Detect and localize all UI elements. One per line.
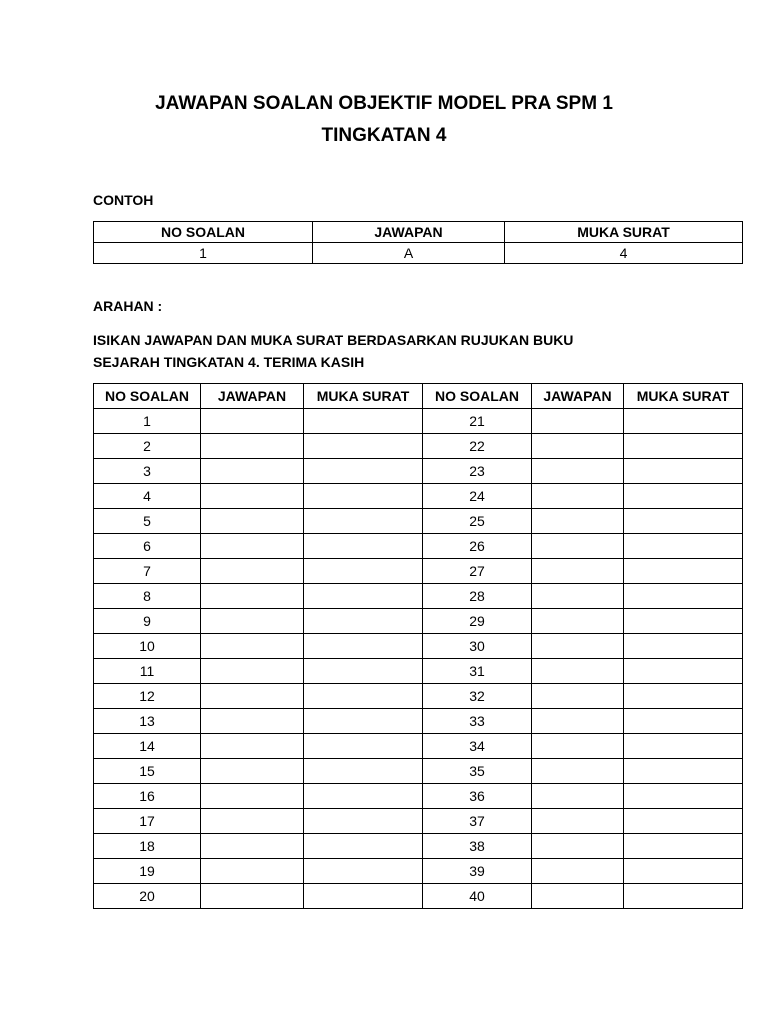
page-number-cell[interactable] (304, 634, 423, 659)
example-header-no-soalan: NO SOALAN (94, 222, 313, 243)
answer-cell[interactable] (201, 634, 304, 659)
answer-cell[interactable] (532, 834, 624, 859)
page-number-cell[interactable] (624, 459, 743, 484)
example-jawapan: A (313, 243, 505, 264)
answer-table (93, 383, 743, 909)
answer-cell[interactable] (532, 534, 624, 559)
answer-cell[interactable] (532, 609, 624, 634)
answer-cell[interactable] (201, 684, 304, 709)
table-row (94, 434, 743, 459)
question-number: 24 (423, 484, 532, 509)
page-number-cell[interactable] (624, 784, 743, 809)
question-number: 9 (94, 609, 201, 634)
question-number: 11 (94, 659, 201, 684)
header-no-soalan-left: NO SOALAN (94, 384, 201, 409)
table-row (94, 734, 743, 759)
example-header-row (94, 222, 743, 243)
question-number: 14 (94, 734, 201, 759)
page-number-cell[interactable] (304, 484, 423, 509)
question-number: 32 (423, 684, 532, 709)
question-number: 18 (94, 834, 201, 859)
answer-cell[interactable] (532, 859, 624, 884)
page-title: JAWAPAN SOALAN OBJEKTIF MODEL PRA SPM 1 (155, 93, 613, 114)
table-row (94, 884, 743, 909)
table-row (94, 859, 743, 884)
answer-cell[interactable] (532, 759, 624, 784)
question-number: 8 (94, 584, 201, 609)
table-row (94, 609, 743, 634)
question-number: 7 (94, 559, 201, 584)
table-row (94, 459, 743, 484)
answer-cell[interactable] (201, 834, 304, 859)
answer-cell[interactable] (532, 659, 624, 684)
header-muka-surat-right: MUKA SURAT (624, 384, 743, 409)
table-row (94, 634, 743, 659)
page-number-cell[interactable] (624, 809, 743, 834)
table-row (94, 759, 743, 784)
page-number-cell[interactable] (624, 484, 743, 509)
header-jawapan-left: JAWAPAN (201, 384, 304, 409)
answer-cell[interactable] (201, 584, 304, 609)
answer-cell[interactable] (532, 734, 624, 759)
page-number-cell[interactable] (624, 409, 743, 434)
example-row (94, 243, 743, 264)
answer-cell[interactable] (201, 659, 304, 684)
question-number: 34 (423, 734, 532, 759)
question-number: 21 (423, 409, 532, 434)
question-number: 3 (94, 459, 201, 484)
header-no-soalan-right: NO SOALAN (423, 384, 532, 409)
answer-cell[interactable] (532, 809, 624, 834)
page-number-cell[interactable] (304, 459, 423, 484)
table-row (94, 534, 743, 559)
example-no-soalan: 1 (94, 243, 313, 264)
answer-cell[interactable] (201, 859, 304, 884)
question-number: 26 (423, 534, 532, 559)
table-row (94, 559, 743, 584)
answer-cell[interactable] (201, 509, 304, 534)
page-number-cell[interactable] (304, 409, 423, 434)
question-number: 4 (94, 484, 201, 509)
answer-cell[interactable] (201, 609, 304, 634)
page-number-cell[interactable] (624, 634, 743, 659)
answer-cell[interactable] (201, 709, 304, 734)
table-row (94, 509, 743, 534)
answer-cell[interactable] (532, 784, 624, 809)
page-number-cell[interactable] (624, 609, 743, 634)
question-number: 15 (94, 759, 201, 784)
question-number: 33 (423, 709, 532, 734)
page-subtitle: TINGKATAN 4 (321, 125, 447, 146)
answer-cell[interactable] (532, 459, 624, 484)
question-number: 36 (423, 784, 532, 809)
answer-cell[interactable] (532, 584, 624, 609)
question-number: 6 (94, 534, 201, 559)
answer-cell[interactable] (532, 409, 624, 434)
page-number-cell[interactable] (304, 684, 423, 709)
answer-cell[interactable] (201, 759, 304, 784)
answer-cell[interactable] (201, 534, 304, 559)
page-number-cell[interactable] (624, 559, 743, 584)
answer-cell[interactable] (201, 409, 304, 434)
header-jawapan-right: JAWAPAN (532, 384, 624, 409)
page-number-cell[interactable] (304, 859, 423, 884)
page-number-cell[interactable] (304, 784, 423, 809)
answer-cell[interactable] (201, 784, 304, 809)
question-number: 38 (423, 834, 532, 859)
answer-cell[interactable] (532, 884, 624, 909)
page-number-cell[interactable] (304, 834, 423, 859)
table-row (94, 834, 743, 859)
page-number-cell[interactable] (304, 559, 423, 584)
page-number-cell[interactable] (304, 509, 423, 534)
question-number: 5 (94, 509, 201, 534)
question-number: 37 (423, 809, 532, 834)
instructions-label: ARAHAN : (93, 298, 163, 314)
instructions-line-1: ISIKAN JAWAPAN DAN MUKA SURAT BERDASARKAN RUJUKAN BUKU (93, 332, 574, 348)
answer-cell[interactable] (532, 434, 624, 459)
example-muka-surat: 4 (505, 243, 743, 264)
question-number: 1 (94, 409, 201, 434)
page-number-cell[interactable] (624, 509, 743, 534)
table-row (94, 809, 743, 834)
question-number: 23 (423, 459, 532, 484)
table-row (94, 484, 743, 509)
page-number-cell[interactable] (624, 834, 743, 859)
page-number-cell[interactable] (624, 434, 743, 459)
page-number-cell[interactable] (304, 759, 423, 784)
question-number: 2 (94, 434, 201, 459)
example-header-muka-surat: MUKA SURAT (505, 222, 743, 243)
page-number-cell[interactable] (624, 534, 743, 559)
page-number-cell[interactable] (624, 734, 743, 759)
question-number: 25 (423, 509, 532, 534)
page-number-cell[interactable] (624, 684, 743, 709)
page-number-cell[interactable] (624, 859, 743, 884)
answer-cell[interactable] (532, 709, 624, 734)
question-number: 19 (94, 859, 201, 884)
question-number: 20 (94, 884, 201, 909)
page-number-cell[interactable] (624, 884, 743, 909)
table-row (94, 684, 743, 709)
page-number-cell[interactable] (304, 734, 423, 759)
header-muka-surat-left: MUKA SURAT (304, 384, 423, 409)
table-row (94, 409, 743, 434)
page-number-cell[interactable] (624, 759, 743, 784)
example-label: CONTOH (93, 192, 154, 208)
answer-cell[interactable] (201, 434, 304, 459)
example-table (93, 221, 743, 264)
page-number-cell[interactable] (624, 709, 743, 734)
table-row (94, 584, 743, 609)
table-row (94, 659, 743, 684)
answer-cell[interactable] (201, 809, 304, 834)
table-row (94, 709, 743, 734)
question-number: 10 (94, 634, 201, 659)
question-number: 35 (423, 759, 532, 784)
table-row (94, 784, 743, 809)
question-number: 31 (423, 659, 532, 684)
question-number: 30 (423, 634, 532, 659)
page-number-cell[interactable] (304, 709, 423, 734)
page-number-cell[interactable] (304, 584, 423, 609)
page-number-cell[interactable] (304, 434, 423, 459)
question-number: 27 (423, 559, 532, 584)
question-number: 17 (94, 809, 201, 834)
question-number: 40 (423, 884, 532, 909)
answer-cell[interactable] (201, 559, 304, 584)
question-number: 39 (423, 859, 532, 884)
page-number-cell[interactable] (304, 534, 423, 559)
answer-cell[interactable] (201, 734, 304, 759)
instructions-line-2: SEJARAH TINGKATAN 4. TERIMA KASIH (93, 354, 365, 370)
question-number: 16 (94, 784, 201, 809)
answer-cell[interactable] (201, 884, 304, 909)
answer-table-body (94, 409, 743, 909)
page-number-cell[interactable] (624, 659, 743, 684)
answer-cell[interactable] (532, 509, 624, 534)
page-number-cell[interactable] (624, 584, 743, 609)
question-number: 28 (423, 584, 532, 609)
question-number: 29 (423, 609, 532, 634)
answer-cell[interactable] (532, 634, 624, 659)
page-number-cell[interactable] (304, 884, 423, 909)
answer-cell[interactable] (201, 459, 304, 484)
answer-cell[interactable] (201, 484, 304, 509)
page-number-cell[interactable] (304, 659, 423, 684)
question-number: 12 (94, 684, 201, 709)
page-number-cell[interactable] (304, 809, 423, 834)
question-number: 22 (423, 434, 532, 459)
page-number-cell[interactable] (304, 609, 423, 634)
answer-cell[interactable] (532, 484, 624, 509)
example-header-jawapan: JAWAPAN (313, 222, 505, 243)
answer-cell[interactable] (532, 559, 624, 584)
answer-cell[interactable] (532, 684, 624, 709)
question-number: 13 (94, 709, 201, 734)
answer-header-row (94, 384, 743, 409)
